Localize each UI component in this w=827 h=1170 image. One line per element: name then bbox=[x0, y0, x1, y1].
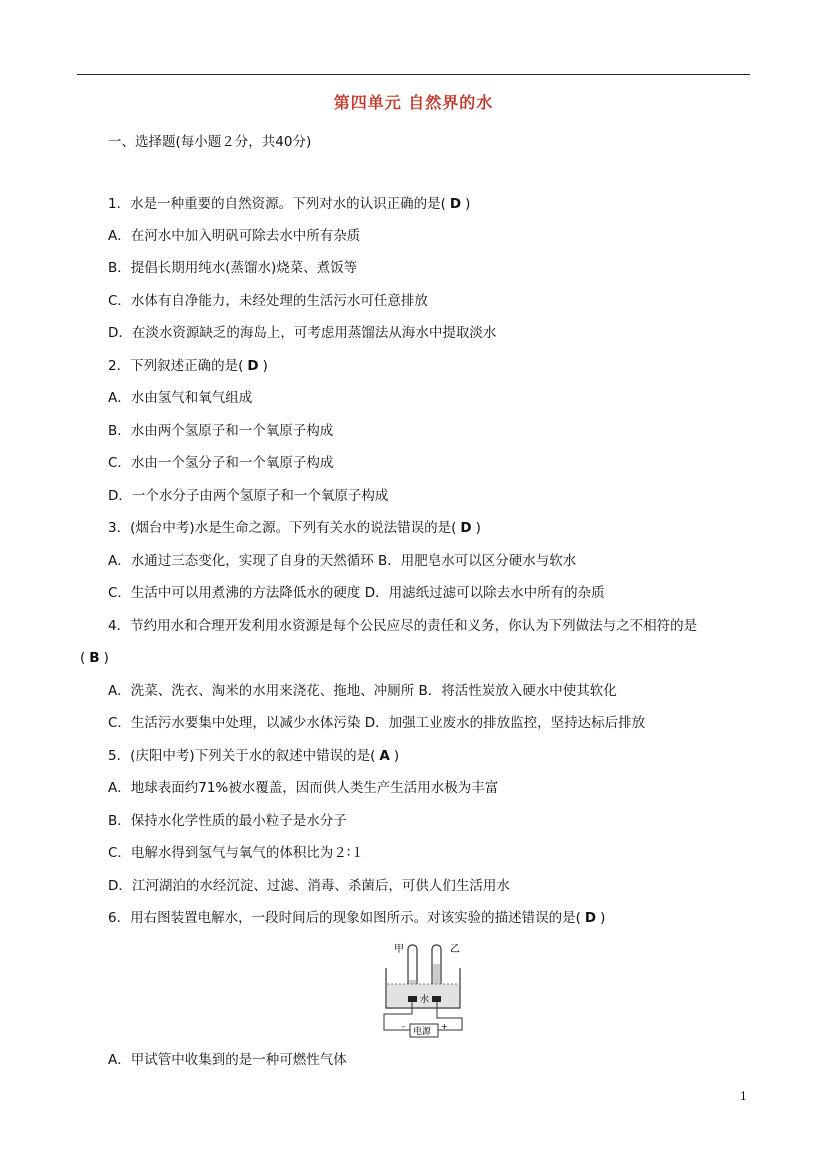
question-6-answer: D bbox=[584, 910, 597, 926]
figure-label-power: 电源 bbox=[413, 1027, 432, 1037]
electrolysis-apparatus-figure bbox=[380, 940, 466, 1038]
question-5-answer: A bbox=[379, 748, 390, 764]
question-5-option-c: C．电解水得到氢气与氧气的体积比为２∶１ bbox=[108, 845, 364, 861]
question-2-answer: D bbox=[247, 358, 259, 374]
question-2-option-c: C．水由一个氢分子和一个氧原子构成 bbox=[108, 455, 334, 471]
question-5-option-a: A．地球表面约71%被水覆盖，因而供人类生产生活用水极为丰富 bbox=[108, 780, 499, 796]
question-2-option-d: D．一个水分子由两个氢原子和一个氧原子构成 bbox=[108, 488, 389, 504]
section-heading: 一、选择题(每小题２分，共40分) bbox=[108, 134, 312, 150]
page-title: 第四单元 自然界的水 bbox=[333, 93, 494, 112]
question-4-options-cd: C．生活污水要集中处理，以减少水体污染 D．加强工业废水的排放监控，坚持达标后排放 bbox=[108, 715, 646, 731]
header-rule bbox=[77, 74, 750, 75]
question-1-stem: 1．水是一种重要的自然资源。下列对水的认识正确的是( D ) bbox=[108, 196, 471, 212]
plus-sign: + bbox=[441, 1022, 448, 1031]
question-4-stem: 4．节约用水和合理开发利用水资源是每个公民应尽的责任和义务，你认为下列做法与之不相符的是 bbox=[108, 618, 698, 634]
figure-label-right: 乙 bbox=[450, 944, 460, 955]
question-3-options-cd: C．生活中可以用煮沸的方法降低水的硬度 D．用滤纸过滤可以除去水中所有的杂质 bbox=[108, 585, 605, 601]
question-4-answer: B bbox=[89, 650, 100, 666]
minus-sign: - bbox=[402, 1022, 405, 1031]
question-1-option-b: B．提倡长期用纯水(蒸馏水)烧菜、煮饭等 bbox=[108, 260, 358, 276]
electrode-right bbox=[432, 996, 441, 1002]
question-6-option-a: A．甲试管中收集到的是一种可燃性气体 bbox=[108, 1052, 347, 1068]
question-3-answer: D bbox=[460, 520, 472, 536]
question-2-option-a: A．水由氢气和氧气组成 bbox=[108, 390, 253, 406]
page-number: 1 bbox=[740, 1090, 747, 1103]
question-5-stem: 5．(庆阳中考)下列关于水的叙述中错误的是( A ) bbox=[108, 748, 400, 764]
figure-label-water: 水 bbox=[420, 995, 430, 1005]
figure-label-left: 甲 bbox=[394, 944, 404, 955]
question-1-option-c: C．水体有自净能力，未经处理的生活污水可任意排放 bbox=[108, 293, 428, 309]
question-3-stem: 3．(烟台中考)水是生命之源。下列有关水的说法错误的是( D ) bbox=[108, 520, 481, 536]
question-4-options-ab: A．洗菜、洗衣、淘米的水用来浇花、拖地、冲厕所 B．将活性炭放入硬水中使其软化 bbox=[108, 683, 617, 699]
question-4-answer-line: ( B ) bbox=[80, 650, 109, 666]
electrode-left bbox=[408, 996, 417, 1002]
question-1-option-a: A．在河水中加入明矾可除去水中所有杂质 bbox=[108, 228, 361, 244]
question-3-options-ab: A．水通过三态变化，实现了自身的天然循环 B．用肥皂水可以区分硬水与软水 bbox=[108, 553, 577, 569]
question-6-stem: 6．用右图装置电解水，一段时间后的现象如图所示。对该实验的描述错误的是( D ) bbox=[108, 910, 606, 926]
question-1-option-d: D．在淡水资源缺乏的海岛上，可考虑用蒸馏法从海水中提取淡水 bbox=[108, 325, 497, 341]
question-2-option-b: B．水由两个氢原子和一个氧原子构成 bbox=[108, 423, 334, 439]
question-5-option-d: D．江河湖泊的水经沉淀、过滤、消毒、杀菌后，可供人们生活用水 bbox=[108, 878, 510, 894]
question-2-stem: 2．下列叙述正确的是( D ) bbox=[108, 358, 268, 374]
question-5-option-b: B．保持水化学性质的最小粒子是水分子 bbox=[108, 813, 347, 829]
question-1-answer: D bbox=[449, 196, 462, 212]
